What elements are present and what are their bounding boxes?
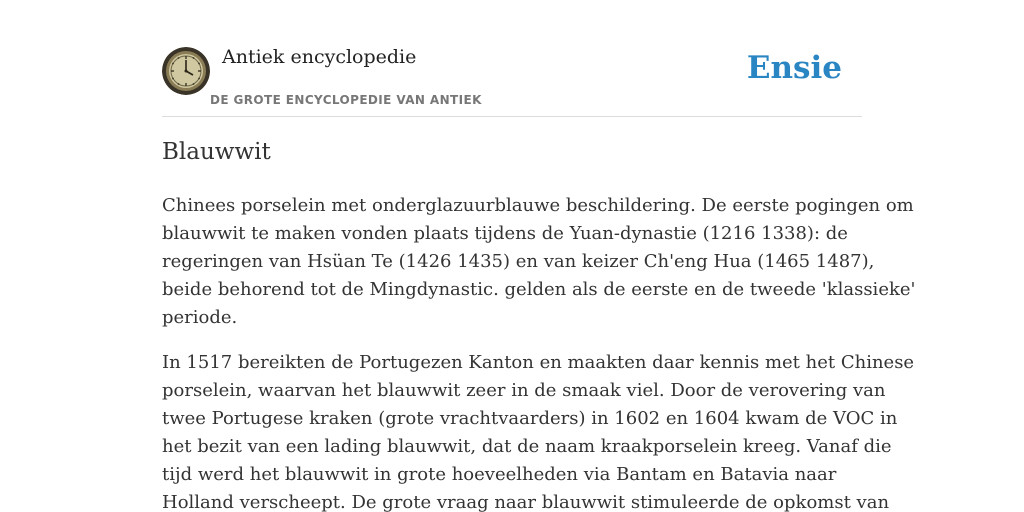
text-line: twee Portugese kraken (grote vrachtvaarders) in 1602 en 1604 kwam de VOC in bbox=[162, 408, 898, 429]
text-line: porselein, waarvan het blauwwit zeer in de smaak viel. Door de verovering van bbox=[162, 380, 886, 401]
clock-face-icon[interactable] bbox=[162, 47, 210, 95]
text-line: tijd werd het blauwwit in grote hoeveelheden via Bantam en Batavia naar bbox=[162, 464, 837, 485]
article-title: Blauwwit bbox=[162, 139, 271, 165]
text-line: regeringen van Hsüan Te (1426 1435) en van keizer Ch'eng Hua (1465 1487), bbox=[162, 251, 875, 272]
text-line: het bezit van een lading blauwwit, dat de naam kraakporselein kreeg. Vanaf die bbox=[162, 436, 892, 457]
text-line: Holland verscheept. De grote vraag naar blauwwit stimuleerde de opkomst van bbox=[162, 492, 890, 512]
text-line: Chinees porselein met onderglazuurblauwe beschildering. De eerste pogingen om bbox=[162, 195, 914, 216]
text-line: periode. bbox=[162, 307, 238, 328]
site-subtitle: DE GROTE ENCYCLOPEDIE VAN ANTIEK bbox=[210, 93, 482, 107]
text-line: blauwwit te maken vonden plaats tijdens de Yuan-dynastie (1216 1338): de bbox=[162, 223, 848, 244]
site-header bbox=[162, 40, 862, 117]
article-body bbox=[162, 192, 916, 512]
paragraph-1 bbox=[162, 192, 916, 332]
text-line: beide behorend tot de Mingdynastic. gelden als de eerste en de tweede 'klassieke' bbox=[162, 279, 916, 300]
text-line: In 1517 bereikten de Portugezen Kanton en maakten daar kennis met het Chinese bbox=[162, 352, 915, 373]
site-title[interactable]: Antiek encyclopedie bbox=[222, 46, 417, 68]
paragraph-2 bbox=[162, 349, 915, 512]
brand-logo-link[interactable]: Ensie bbox=[746, 50, 842, 86]
